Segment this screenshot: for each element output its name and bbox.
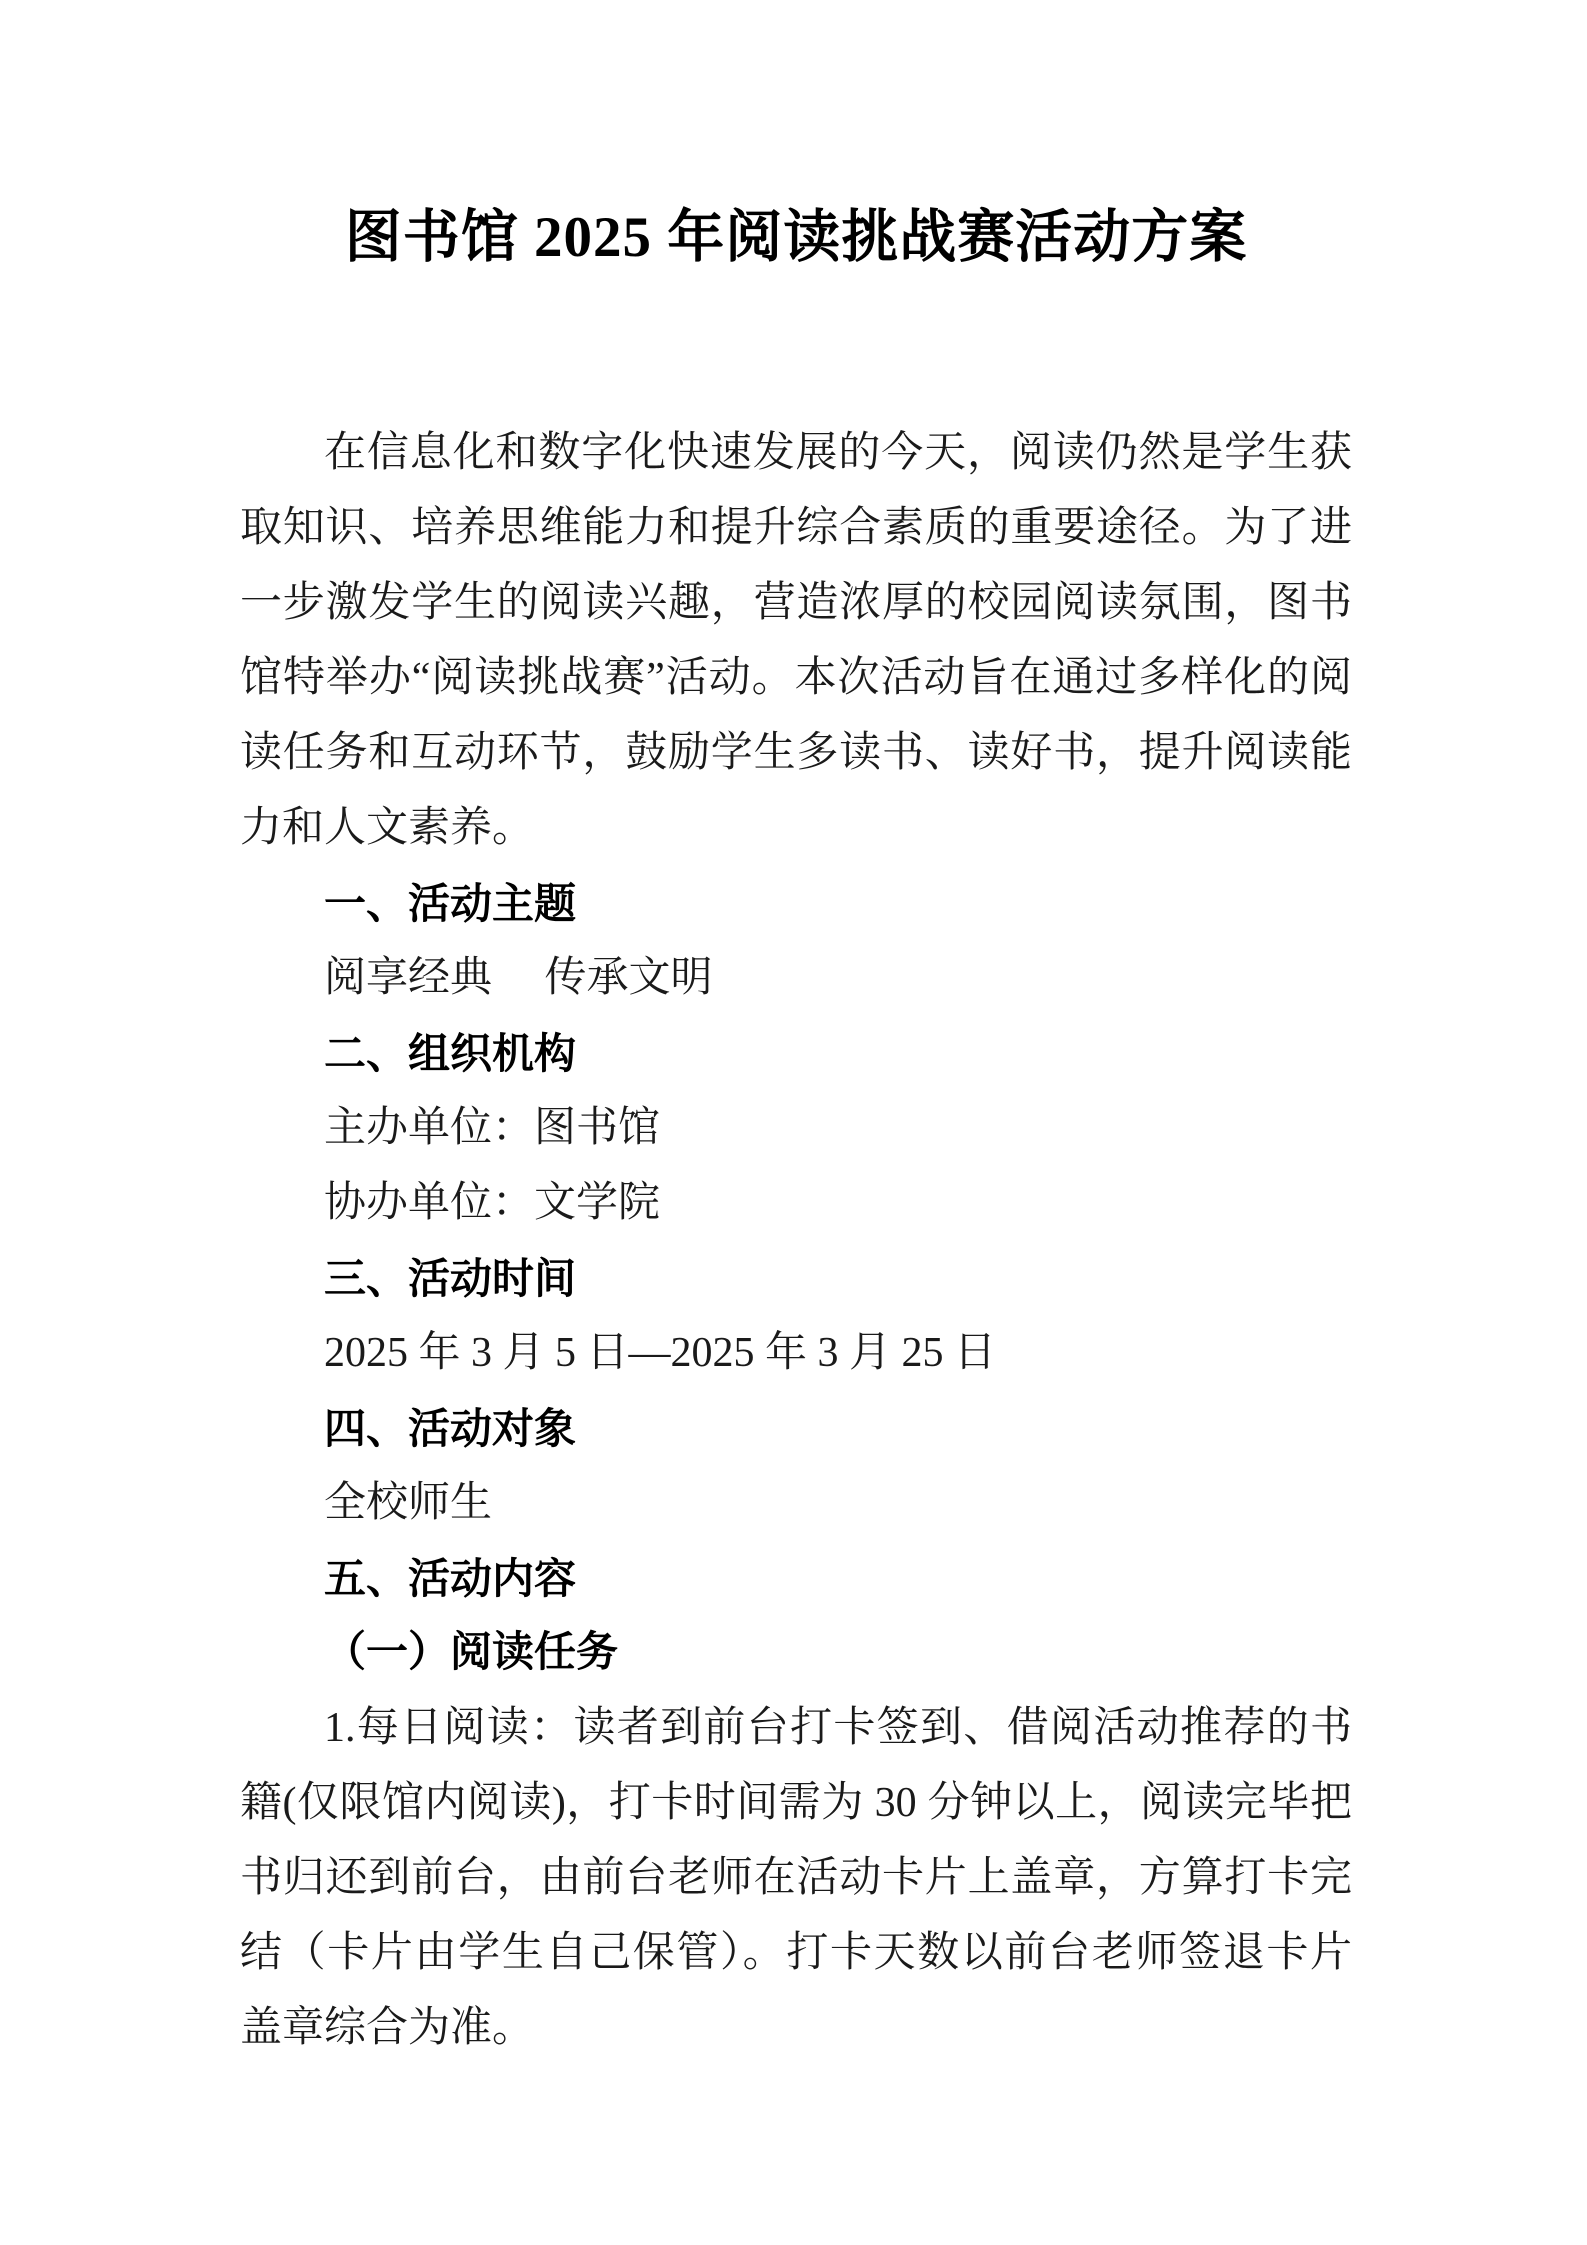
organizer-cohost-line: 协办单位：文学院 (324, 1180, 661, 1226)
section-heading-activity-time: 三、活动时间 (324, 1255, 577, 1302)
section-heading-activity-content: 五、活动内容 (324, 1555, 577, 1602)
organizer-host-line: 主办单位：图书馆 (324, 1105, 661, 1151)
section-heading-activity-theme: 一、活动主题 (324, 880, 577, 927)
intro-paragraph: 在信息化和数字化快速发展的今天，阅读仍然是学生获取知识、培养思维能力和提升综合素质的重要途径。为了进一步激发学生的阅读兴趣，营造浓厚的校园阅读氛围，图书馆特举办“阅读挑战赛”活动。本次活动旨在通过多样化的阅读任务和互动环节，鼓励学生多读书、读好书，提升阅读能力和人文素养。 (240, 430, 1352, 851)
activity-theme-line: 阅享经典 传承文明 (324, 955, 713, 1001)
document-title: 图书馆 2025 年阅读挑战赛活动方案 (344, 206, 1248, 269)
activity-audience-line: 全校师生 (324, 1480, 493, 1526)
section-heading-activity-audience: 四、活动对象 (324, 1405, 577, 1452)
section-heading-organizers: 二、组织机构 (324, 1030, 577, 1077)
reading-task-paragraph: 1.每日阅读：读者到前台打卡签到、借阅活动推荐的书籍(仅限馆内阅读)，打卡时间需为 30 分钟以上，阅读完毕把书归还到前台，由前台老师在活动卡片上盖章，方算打卡完结（卡片由学生自己保管）。打卡天数以前台老师签退卡片盖章综合为准。 (240, 1705, 1352, 2051)
subsection-heading-reading-tasks: （一）阅读任务 (324, 1630, 619, 1676)
activity-time-line: 2025 年 3 月 5 日—2025 年 3 月 25 日 (324, 1330, 997, 1376)
